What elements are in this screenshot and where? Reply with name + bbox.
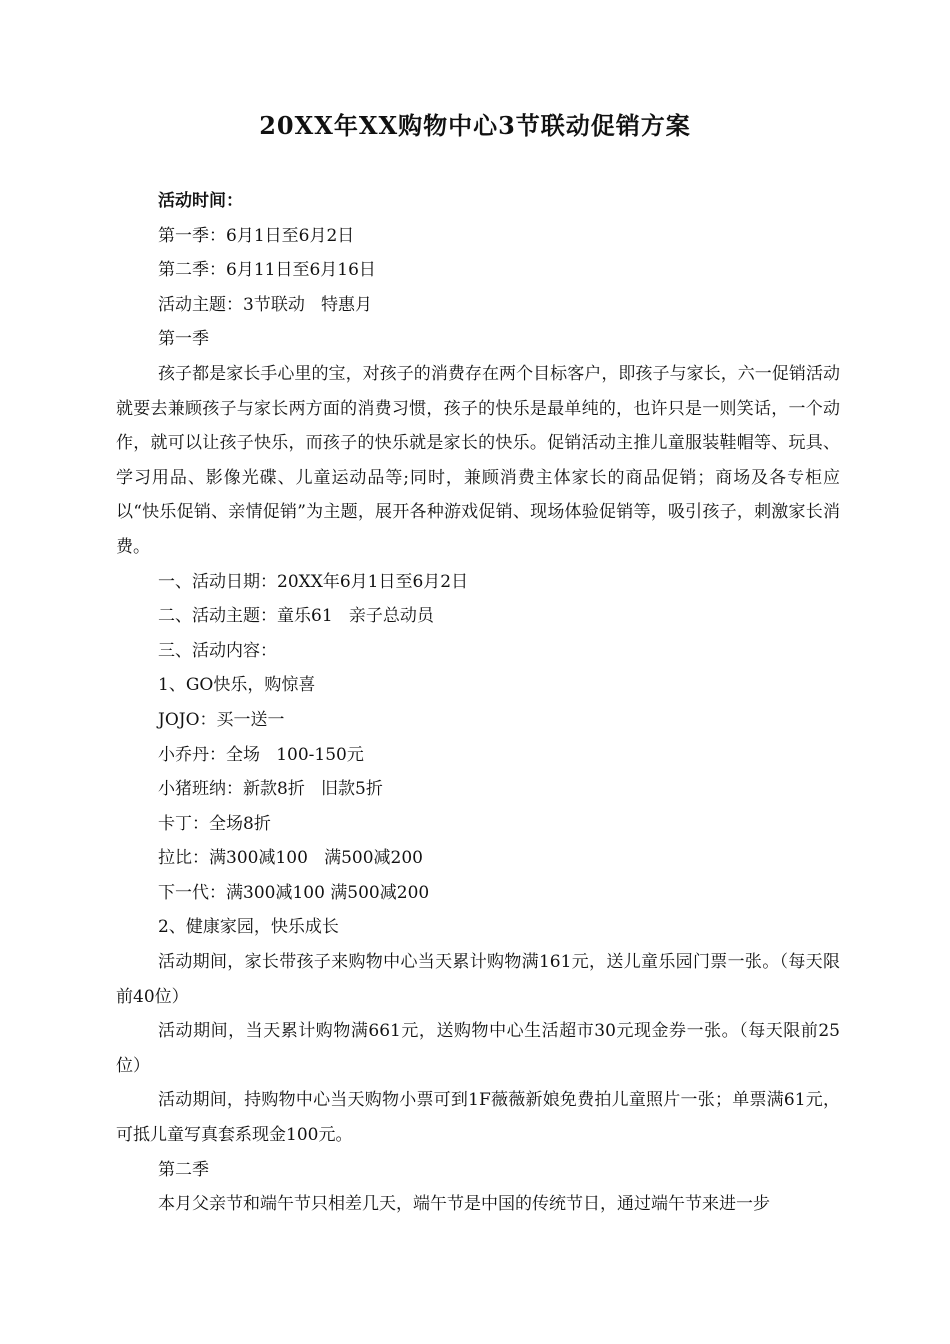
paragraph-brand-xiaoqiaodan: 小乔丹：全场 100-150元 <box>158 744 364 765</box>
paragraph-activity-theme: 活动主题：3节联动 特惠月 <box>158 294 373 315</box>
paragraph-brand-xiaozhubanna: 小猪班纳：新款8折 旧款5折 <box>158 779 383 800</box>
document-body <box>116 184 840 1222</box>
paragraph-event-date: 一、活动日期：20XX年6月1日至6月2日 <box>158 571 469 592</box>
paragraph-item-healthy-home: 2、健康家园，快乐成长 <box>158 917 339 938</box>
paragraph-event-theme: 二、活动主题：童乐61 亲子总动员 <box>158 606 434 627</box>
paragraph-brand-xiayidai: 下一代：满300减100 满500减200 <box>158 882 430 903</box>
paragraph-activity-time-heading: 活动时间： <box>158 191 243 211</box>
paragraph-season-two-heading: 第二季 <box>158 1159 209 1180</box>
paragraph-brand-kading: 卡丁：全场8折 <box>158 813 271 834</box>
paragraph-promo-playground-ticket: 活动期间，家长带孩子来购物中心当天累计购物满161元，送儿童乐园门票一张。（每天限前40位） <box>116 952 840 1007</box>
paragraph-season-two-dates: 第二季：6月11日至6月16日 <box>158 260 376 281</box>
paragraph-promo-child-photo: 活动期间，持购物中心当天购物小票可到1F薇薇新娘免费拍儿童照片一张；单票满61元，可抵儿童写真套系现金100元。 <box>116 1090 840 1146</box>
paragraph-event-content-heading: 三、活动内容： <box>158 640 277 661</box>
page-title: 20XX年XX购物中心3节联动促销方案 <box>259 111 691 140</box>
paragraph-season-one-heading: 第一季 <box>158 329 209 350</box>
paragraph-season-one-intro: 孩子都是家长手心里的宝，对孩子的消费存在两个目标客户，即孩子与家长，六一促销活动就要去兼顾孩子与家长两方面的消费习惯，孩子的快乐是最单纯的，也许只是一则笑话，一个动作，就可以让孩子快乐，而孩子的快乐就是家长的快乐。促销活动主推儿童服装鞋帽等、玩具、学习用品、影像光碟、儿童运动品等;同时，兼顾消费主体家长的商品促销；商场及各专柜应以“快乐促销、亲情促销”为主题，展开各种游戏促销、现场体验促销等，吸引孩子，刺激家长消费。 <box>116 363 840 557</box>
paragraph-season-one-dates: 第一季：6月1日至6月2日 <box>158 225 355 246</box>
paragraph-promo-supermarket-voucher: 活动期间，当天累计购物满661元，送购物中心生活超市30元现金券一张。（每天限前25位） <box>116 1021 840 1076</box>
paragraph-brand-labi: 拉比：满300减100 满500减200 <box>158 848 424 869</box>
paragraph-brand-jojo: JOJO：买一送一 <box>158 709 285 730</box>
paragraph-item-go-happy: 1、GO快乐，购惊喜 <box>158 675 316 696</box>
paragraph-season-two-intro: 本月父亲节和端午节只相差几天，端午节是中国的传统节日，通过端午节来进一步 <box>158 1194 770 1215</box>
